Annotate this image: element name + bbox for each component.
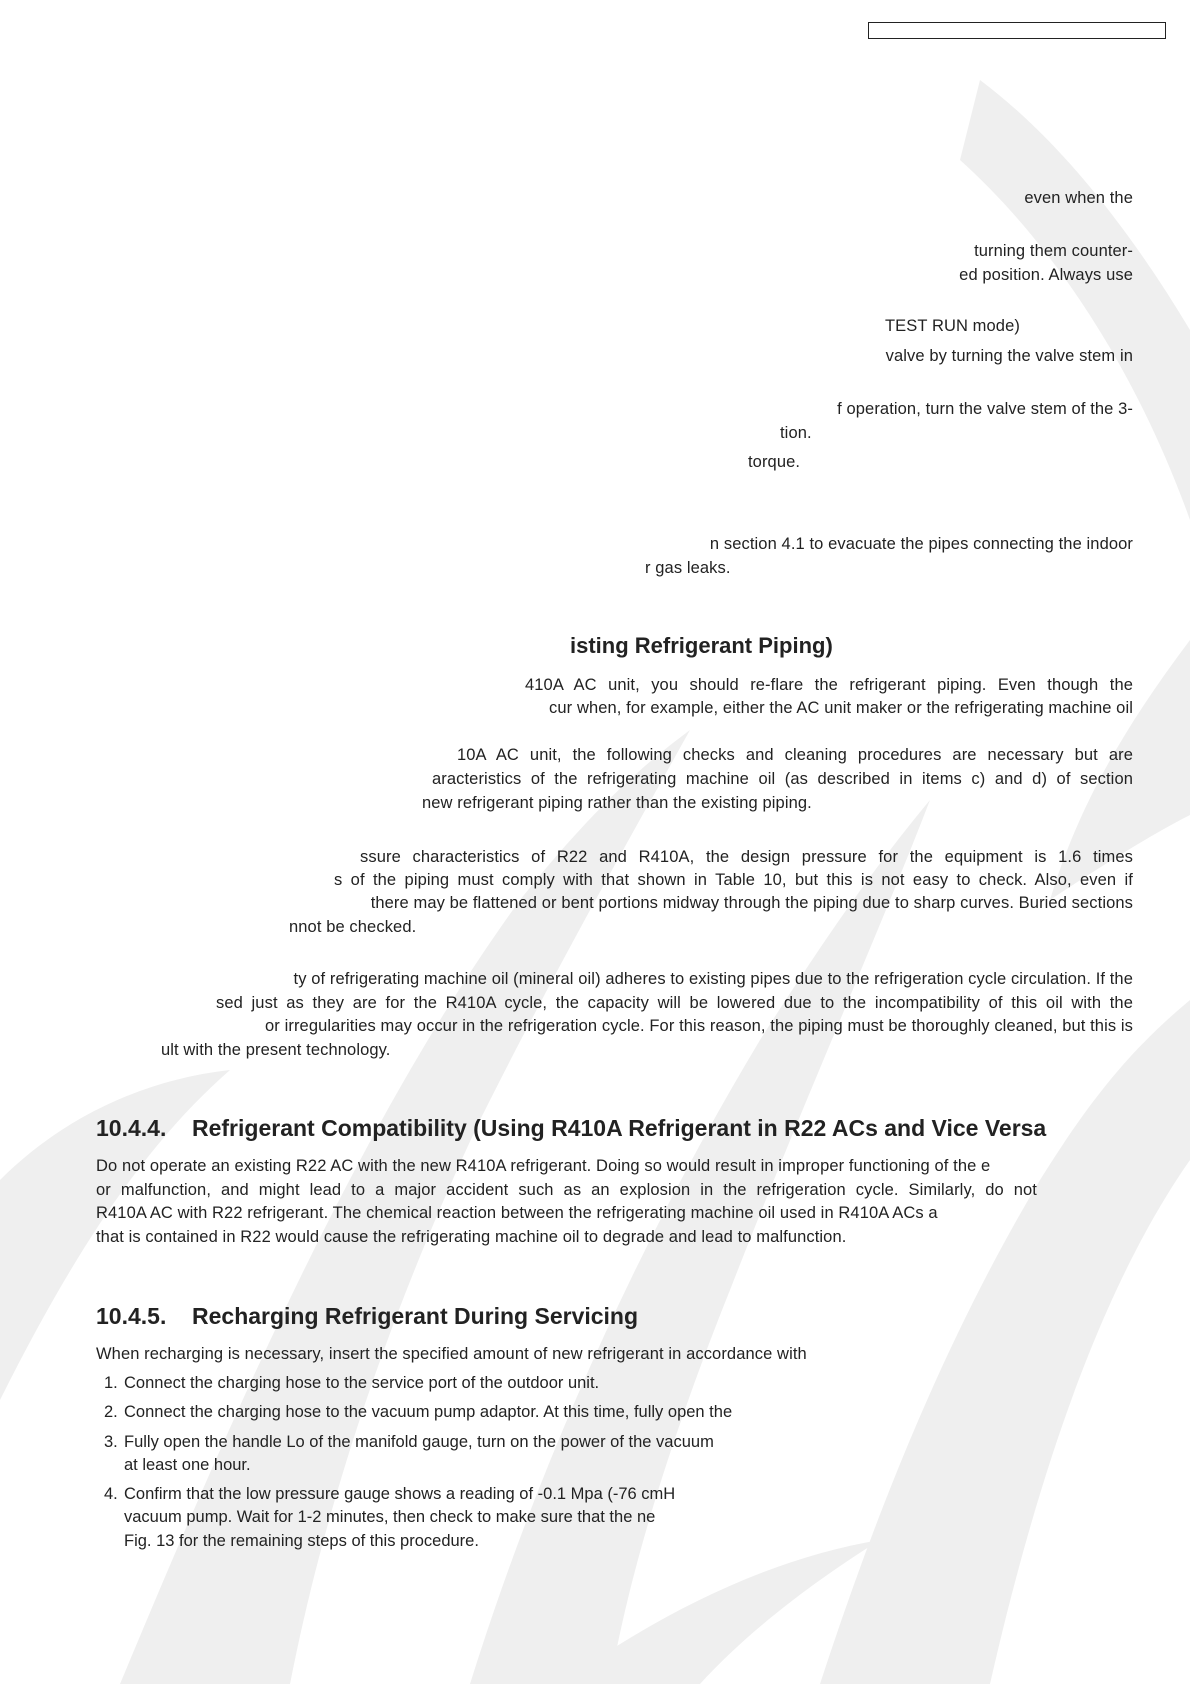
list-text-continued: vacuum pump. Wait for 1-2 minutes, then check to make sure that the ne (124, 1508, 656, 1526)
section-title: Refrigerant Compatibility (Using R410A Refrigerant in R22 ACs and Vice Versa (192, 1115, 1047, 1141)
list-text-continued: Fig. 13 for the remaining steps of this procedure. (124, 1532, 479, 1550)
text-line: nnot be checked. (289, 918, 417, 936)
text-line: or malfunction, and might lead to a major accident such as an explosion in the refrigeration cycle. Similarly, do not (96, 1181, 1037, 1199)
text-line: 410A AC unit, you should re-flare the refrigerant piping. Even though the (525, 676, 1133, 694)
section-heading-10-4-5 (96, 1302, 638, 1330)
section-heading-10-4-4 (96, 1114, 1046, 1142)
section-number: 10.4.4. (96, 1115, 167, 1141)
header-box (868, 22, 1166, 39)
intro-text: When recharging is necessary, insert the specified amount of new refrigerant in accordance with (96, 1345, 807, 1363)
text-line: n section 4.1 to evacuate the pipes connecting the indoor (709, 535, 1133, 553)
text-line: TEST RUN mode) (885, 317, 1020, 335)
text-line: Do not operate an existing R22 AC with the new R410A refrigerant. Doing so would result in improper functioning of the e (96, 1157, 991, 1175)
list-text: Connect the charging hose to the service port of the outdoor unit. (124, 1374, 600, 1392)
text-line: sed just as they are for the R410A cycle, the capacity will be lowered due to the incompatibility of this oil with the (216, 994, 1133, 1012)
list-number: 1. (104, 1374, 118, 1392)
text-line: valve by turning the valve stem in (885, 347, 1133, 365)
text-line: even when the (1024, 189, 1133, 207)
text-line: new refrigerant piping rather than the existing piping. (422, 794, 812, 812)
text-line: 10A AC unit, the following checks and cleaning procedures are necessary but are (457, 746, 1133, 764)
text-line: ssure characteristics of R22 and R410A, the design pressure for the equipment is 1.6 times (360, 848, 1133, 866)
text-line: ty of refrigerating machine oil (mineral oil) adheres to existing pipes due to the refrigeration cycle circulation. If the (293, 970, 1133, 988)
list-text-continued: at least one hour. (124, 1456, 251, 1474)
text-line: ult with the present technology. (161, 1041, 391, 1059)
list-item (104, 1402, 733, 1422)
list-item (104, 1484, 676, 1504)
list-text: Connect the charging hose to the vacuum pump adaptor. At this time, fully open the (124, 1403, 733, 1421)
list-text: Confirm that the low pressure gauge shows a reading of -0.1 Mpa (-76 cmH (124, 1485, 676, 1503)
text-line: ed position. Always use (959, 266, 1133, 284)
text-line: s of the piping must comply with that shown in Table 10, but this is not easy to check. Also, even if (334, 871, 1133, 889)
text-line: aracteristics of the refrigerating machine oil (as described in items c) and d) of section (432, 770, 1133, 788)
text-line: tion. (780, 424, 812, 442)
text-line: that is contained in R22 would cause the refrigerating machine oil to degrade and lead to malfunction. (96, 1228, 847, 1246)
list-text: Fully open the handle Lo of the manifold gauge, turn on the power of the vacuum (124, 1433, 714, 1451)
text-line: cur when, for example, either the AC unit maker or the refrigerating machine oil (549, 699, 1133, 717)
text-line: f operation, turn the valve stem of the 3- (837, 400, 1133, 418)
text-line: there may be flattened or bent portions midway through the piping due to sharp curves. Buried sections (370, 894, 1133, 912)
section-number: 10.4.5. (96, 1303, 167, 1329)
list-item (104, 1373, 600, 1393)
list-number: 4. (104, 1485, 118, 1503)
text-line: R410A AC with R22 refrigerant. The chemical reaction between the refrigerating machine oil used in R410A ACs a (96, 1204, 938, 1222)
list-number: 2. (104, 1403, 118, 1421)
text-line: r gas leaks. (645, 559, 731, 577)
section-title-fragment: isting Refrigerant Piping) (570, 633, 833, 658)
list-item (104, 1432, 714, 1452)
list-number: 3. (104, 1433, 118, 1451)
text-line: or irregularities may occur in the refrigeration cycle. For this reason, the piping must be thoroughly cleaned, but this is (265, 1017, 1133, 1035)
text-line: turning them counter- (974, 242, 1133, 260)
text-line: torque. (748, 453, 801, 471)
section-title: Recharging Refrigerant During Servicing (192, 1303, 639, 1329)
